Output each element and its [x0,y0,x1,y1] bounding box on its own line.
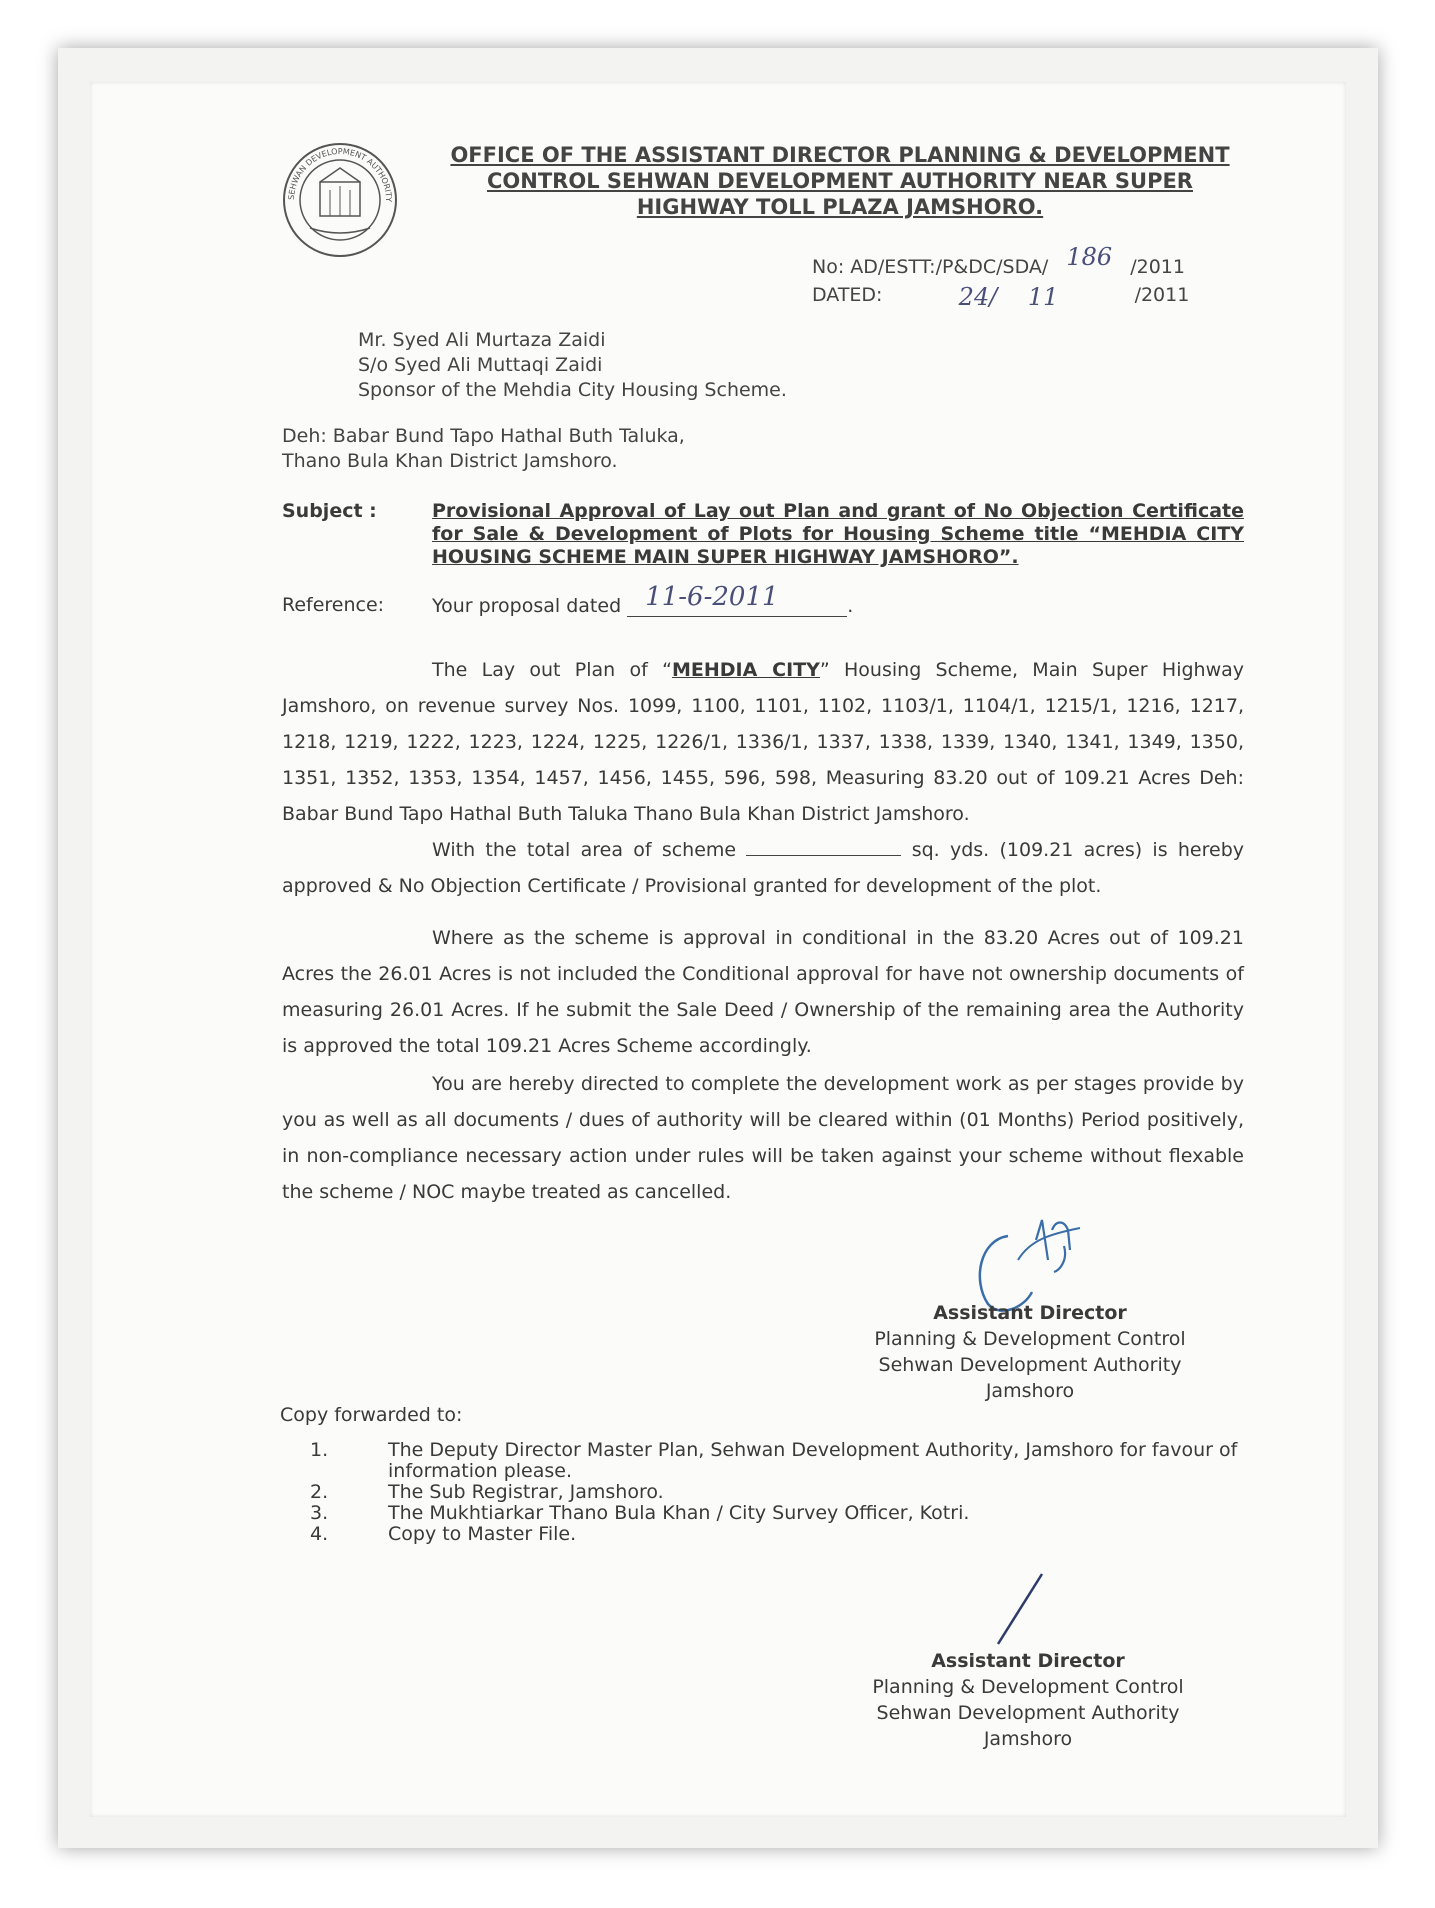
date-handwritten: 24/ 11 [958,283,1059,311]
subject-label: Subject : [282,500,377,522]
scheme-name: MEHDIA CITY [671,659,820,681]
signature-block-1 [850,1300,1210,1404]
signatory-authority-2: Sehwan Development Authority [876,1702,1180,1724]
location-block [282,424,685,474]
p1-rest: ” Housing Scheme, Main Super Highway Jamshoro, on revenue survey Nos. 1099, 1100, 1101, 1102, 1103/1, 1104/1, 1215/1, 1216, 1217, 1218, 1219, 1222, 1223, 1224, 1225, 1226/1, 1336/1, 1337, 1338, 1339, 1340, 1341, 1349, 1350, 1351, 1352, 1353, 1354, 1457, 1456, 1455, 596, 598, Measuring 83.20 out of 109.21 Acres Deh: Babar Bund Tapo Hathal Buth Taluka Thano Bula Khan District Jamshoro. [282,659,1245,825]
copy-item [310,1482,1250,1503]
copy-item-text: The Mukhtiarkar Thano Bula Khan / City Survey Officer, Kotri. [388,1502,970,1524]
p2-rest: sq. yds. (109.21 acres) is hereby approved & No Objection Certificate / Provisional granted for development of the plot. [282,839,1244,897]
addressee-block [358,328,787,403]
p2-start: With the total area of scheme [432,839,737,861]
signatory-dept-2: Planning & Development Control [872,1676,1184,1698]
body-paragraph-1 [282,652,1244,832]
p1-start: The Lay out Plan of “ [432,659,672,681]
signature-block-2 [848,1648,1208,1752]
reference-date-handwritten: 11-6-2011 [645,582,779,612]
location-line-2: Thano Bula Khan District Jamshoro. [282,450,618,472]
authority-seal [280,140,400,260]
office-header [400,142,1280,220]
copy-item [310,1440,1250,1482]
reference-line: Your proposal dated 11-6-2011 . [432,582,854,617]
copy-item [310,1503,1250,1524]
letter-number-prefix: No: AD/ESTT:/P&DC/SDA/ [812,256,1049,278]
copy-item-text: Copy to Master File. [388,1523,577,1545]
copy-list [310,1440,1250,1545]
signatory-dept-1: Planning & Development Control [874,1328,1186,1350]
letter-number-suffix: /2011 [1130,256,1185,278]
area-blank [746,837,901,856]
letter-number-block [812,243,1190,311]
header-line-1: OFFICE OF THE ASSISTANT DIRECTOR PLANNING & DEVELOPMENT [450,143,1230,167]
p4-text: You are hereby directed to complete the development work as per stages provide by you as well as all documents / dues of authority will be cleared within (01 Months) Period positively, in non-compliance necessary action under rules will be taken against your scheme without flexable the scheme / NOC maybe treated as cancelled. [282,1073,1244,1203]
body-paragraph-4 [282,1066,1244,1210]
addressee-name: Mr. Syed Ali Murtaza Zaidi [358,329,606,351]
dated-label: DATED: [812,284,883,306]
signatory-title-1: Assistant Director [933,1302,1127,1324]
header-line-3: HIGHWAY TOLL PLAZA JAMSHORO. [636,195,1044,219]
copy-item-text: The Sub Registrar, Jamshoro. [388,1481,664,1503]
copy-item-number: 3. [310,1502,329,1524]
signature-mark-2 [990,1570,1050,1650]
addressee-parent: S/o Syed Ali Muttaqi Zaidi [358,354,603,376]
signatory-authority-1: Sehwan Development Authority [878,1354,1182,1376]
p3-text: Where as the scheme is approval in conditional in the 83.20 Acres out of 109.21 Acres the 26.01 Acres is not included the Conditional approval for have not ownership documents of measuring 26.01 Acres. If he submit the Sale Deed / Ownership of the remaining area the Authority is approved the total 109.21 Acres Scheme accordingly. [282,927,1244,1057]
copy-item-number: 2. [310,1481,329,1503]
body-paragraph-2 [282,832,1244,904]
reference-label: Reference: [282,594,385,616]
copy-item [310,1524,1250,1545]
dated-suffix: /2011 [1134,284,1190,306]
location-line-1: Deh: Babar Bund Tapo Hathal Buth Taluka, [282,425,685,447]
signatory-city-1: Jamshoro [985,1380,1075,1402]
subject-text: Provisional Approval of Lay out Plan and grant of No Objection Certificate for Sale & Development of Plots for Housing Scheme title “MEHDIA CITY HOUSING SCHEME MAIN SUPER HIGHWAY JAMSHORO”. [432,500,1244,568]
copy-item-number: 1. [310,1439,329,1461]
reference-text: Your proposal dated [432,595,622,617]
svg-text:SEHWAN DEVELOPMENT AUTHORITY: SEHWAN DEVELOPMENT AUTHORITY [286,146,394,203]
copy-item-number: 4. [310,1523,329,1545]
copy-forwarded-label: Copy forwarded to: [280,1404,463,1426]
copy-item-text: The Deputy Director Master Plan, Sehwan Development Authority, Jamshoro for favour of information please. [388,1439,1238,1482]
header-line-2: CONTROL SEHWAN DEVELOPMENT AUTHORITY NEAR SUPER [487,169,1193,193]
letter-number-handwritten: 186 [1066,243,1113,271]
body-paragraph-3 [282,920,1244,1064]
addressee-role: Sponsor of the Mehdia City Housing Scheme. [358,379,787,401]
signatory-city-2: Jamshoro [983,1728,1073,1750]
signatory-title-2: Assistant Director [931,1650,1125,1672]
